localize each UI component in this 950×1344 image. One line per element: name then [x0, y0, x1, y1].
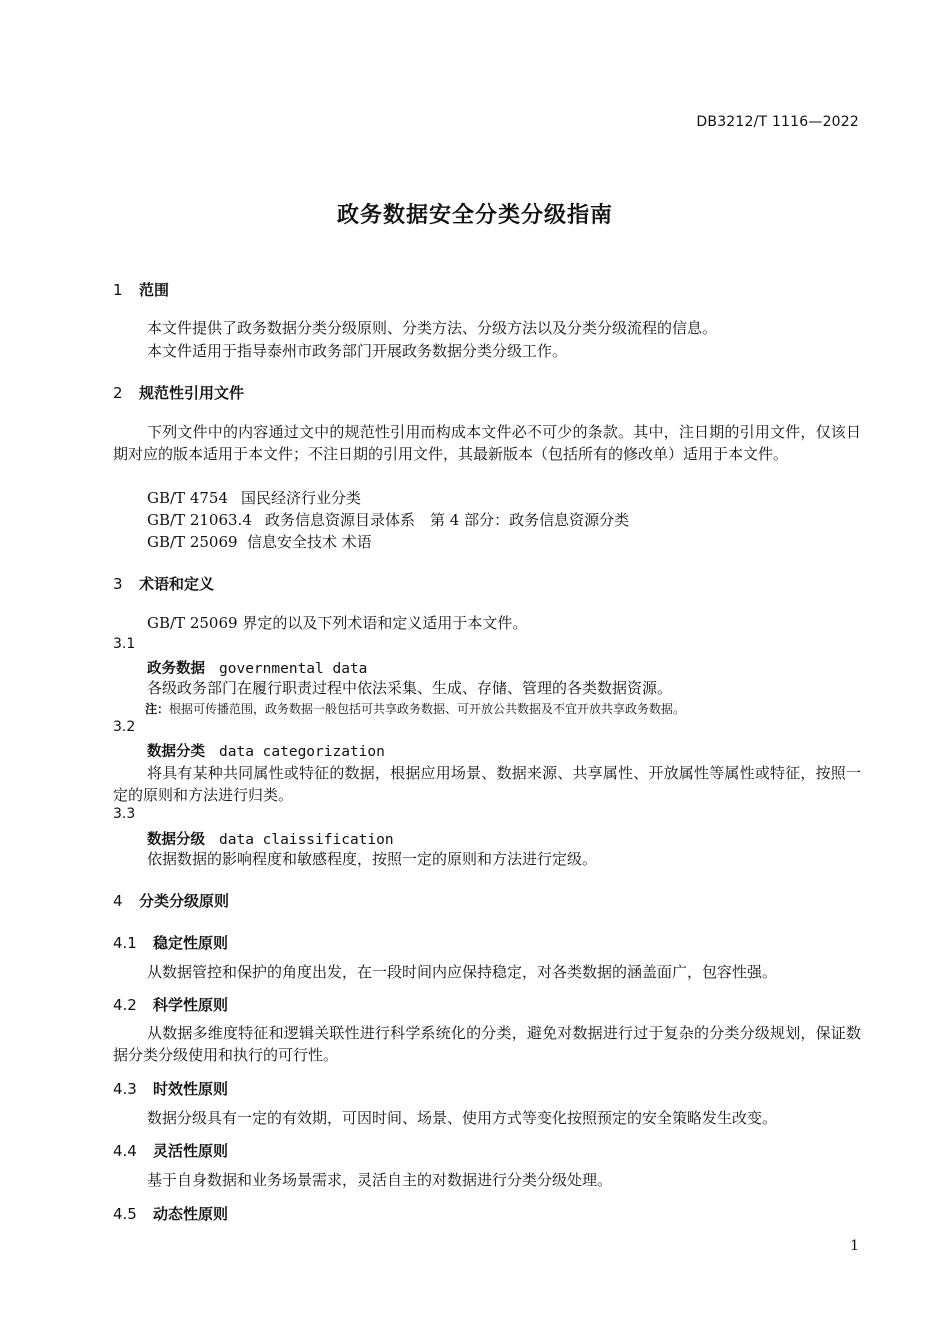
term-number: 3.1	[113, 636, 136, 652]
paragraph: 数据分级具有一定的有效期，可因时间、场景、使用方式等变化按照预定的安全策略发生改变。	[147, 1109, 778, 1127]
reference-code: GB/T 4754	[147, 489, 229, 507]
reference-code: GB/T 25069	[147, 533, 238, 551]
term-cn: 数据分类	[147, 744, 205, 760]
paragraph: GB/T 25069 界定的以及下列术语和定义适用于本文件。	[147, 614, 528, 632]
paragraph: 本文件提供了政务数据分类分级原则、分类方法、分级方法以及分类分级流程的信息。	[147, 319, 718, 337]
subsection-number: 4.2	[113, 996, 137, 1014]
paragraph: 基于自身数据和业务场景需求，灵活自主的对数据进行分类分级处理。	[147, 1171, 613, 1189]
section-title: 术语和定义	[139, 575, 215, 593]
subsection-title: 灵活性原则	[153, 1142, 229, 1160]
subsection-number: 4.1	[113, 934, 137, 952]
reference-title: 信息安全技术 术语	[247, 533, 372, 551]
subsection-number: 4.4	[113, 1142, 137, 1160]
subsection-heading	[113, 994, 228, 1015]
paragraph: 本文件适用于指导泰州市政务部门开展政务数据分类分级工作。	[147, 342, 568, 360]
subsection-title: 科学性原则	[153, 996, 229, 1014]
reference-item	[147, 509, 629, 531]
term-cn: 政务数据	[147, 661, 205, 677]
document-title: 政务数据安全分类分级指南	[336, 203, 613, 228]
reference-code: GB/T 21063.4	[147, 511, 252, 529]
paragraph: 从数据多维度特征和逻辑关联性进行科学系统化的分类，避免对数据进行过于复杂的分类分级规划，保证数据分类分级使用和执行的可行性。	[113, 1024, 861, 1064]
section-1-heading	[113, 279, 169, 300]
term-definition: 将具有某种共同属性或特征的数据，根据应用场景、数据来源、共享属性、开放属性等属性或特征，按照一定的原则和方法进行归类。	[113, 764, 861, 804]
subsection-number: 4.3	[113, 1080, 137, 1098]
subsection-number: 4.5	[113, 1205, 137, 1223]
page-number: 1	[850, 1238, 859, 1254]
note-text: 根据可传播范围，政务数据一般包括可共享政务数据、可开放公共数据及不宜开放共享政务数据。	[169, 702, 686, 716]
section-number: 1	[113, 281, 123, 299]
paragraph: 下列文件中的内容通过文中的规范性引用而构成本文件必不可少的条款。其中，注日期的引用文件，仅该日期对应的版本适用于本文件；不注日期的引用文件，其最新版本（包括所有的修改单）适用于本文件。	[113, 423, 861, 463]
subsection-heading	[113, 1203, 228, 1224]
subsection-heading	[113, 1078, 228, 1099]
term-en: governmental data	[219, 661, 368, 677]
subsection-heading	[113, 932, 228, 953]
term-heading	[147, 828, 394, 849]
note-label: 注：	[145, 702, 170, 716]
term-definition: 各级政务部门在履行职责过程中依法采集、生成、存储、管理的各类数据资源。	[147, 679, 673, 697]
subsection-title: 稳定性原则	[153, 934, 229, 952]
term-definition: 依据数据的影响程度和敏感程度，按照一定的原则和方法进行定级。	[147, 850, 598, 868]
reference-title: 国民经济行业分类	[241, 489, 362, 507]
term-en: data claissification	[219, 832, 394, 848]
reference-title: 政务信息资源目录体系 第 4 部分：政务信息资源分类	[265, 511, 630, 529]
term-en: data categorization	[219, 744, 385, 760]
paragraph: 从数据管控和保护的角度出发，在一段时间内应保持稳定，对各类数据的涵盖面广，包容性强。	[147, 963, 778, 981]
reference-item	[147, 487, 361, 509]
term-heading	[147, 657, 367, 678]
section-title: 规范性引用文件	[139, 384, 245, 402]
term-number: 3.3	[113, 806, 136, 822]
subsection-title: 动态性原则	[153, 1205, 229, 1223]
section-title: 分类分级原则	[139, 892, 230, 910]
term-number: 3.2	[113, 719, 136, 735]
section-number: 2	[113, 384, 123, 402]
subsection-title: 时效性原则	[153, 1080, 229, 1098]
section-2-heading	[113, 382, 244, 403]
section-4-heading	[113, 890, 229, 911]
term-note	[145, 700, 685, 717]
term-cn: 数据分级	[147, 832, 205, 848]
section-3-heading	[113, 573, 214, 594]
section-number: 4	[113, 892, 123, 910]
reference-item	[147, 531, 372, 553]
term-heading	[147, 740, 385, 761]
section-number: 3	[113, 575, 123, 593]
subsection-heading	[113, 1140, 228, 1161]
section-title: 范围	[139, 281, 170, 299]
standard-code: DB3212/T 1116—2022	[696, 114, 859, 130]
